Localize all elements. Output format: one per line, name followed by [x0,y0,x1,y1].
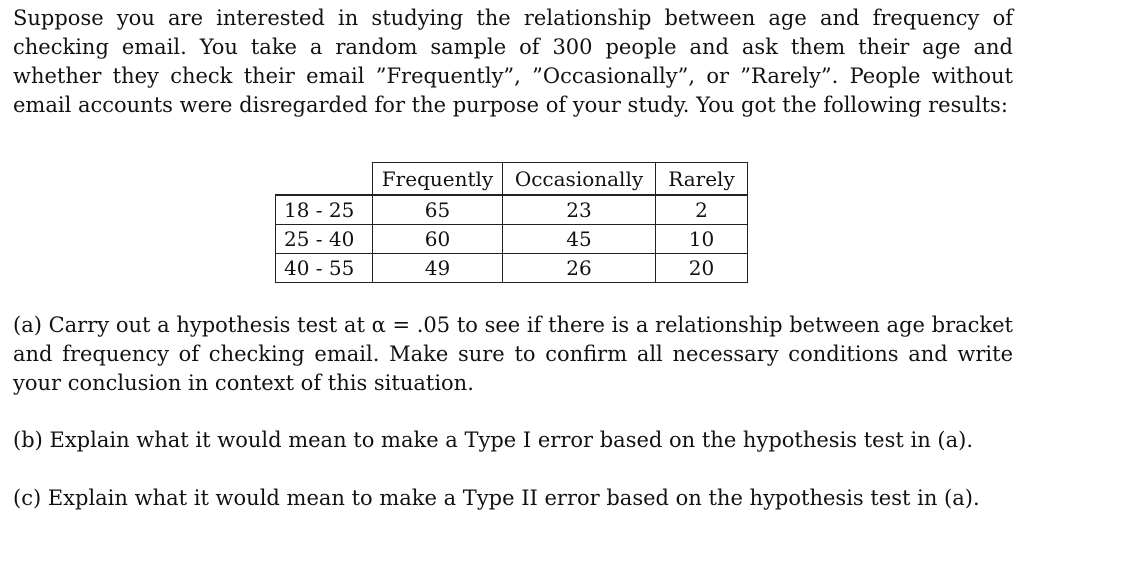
table-row [276,254,748,283]
table-cell: 23 [503,195,656,225]
question-c: (c) Explain what it would mean to make a Type II error based on the hypothesis test in (a). [13,486,980,510]
table-cell: 20 [656,254,748,283]
table-header-row [276,163,748,196]
intro-paragraph: Suppose you are interested in studying the relationship between age and frequency of checking email. You take a random sample of 300 people and ask them their age and whether they check their email ”Frequently”, ”Occasionally”, or ”Rarely”. People without email accounts were disregarded for the purpose of your study. You got the following results: [13,6,1013,117]
col-header-frequently: Frequently [373,163,503,196]
table-cell: 45 [503,225,656,254]
contingency-table [275,162,748,283]
col-header-occasionally: Occasionally [503,163,656,196]
row-label: 18 - 25 [276,195,373,225]
table-cell: 49 [373,254,503,283]
table-cell: 26 [503,254,656,283]
question-b: (b) Explain what it would mean to make a Type I error based on the hypothesis test in (a). [13,428,974,452]
table-cell: 60 [373,225,503,254]
col-header-rarely: Rarely [656,163,748,196]
question-a: (a) Carry out a hypothesis test at α = .05 to see if there is a relationship between age bracket and frequency of checking email. Make sure to confirm all necessary conditions and write your conclusion in context of this situation. [13,313,1013,395]
table-row [276,195,748,225]
row-label: 40 - 55 [276,254,373,283]
row-label: 25 - 40 [276,225,373,254]
table-corner-cell [276,163,373,196]
contingency-table-container [275,162,748,283]
table-row [276,225,748,254]
table-cell: 2 [656,195,748,225]
table-cell: 65 [373,195,503,225]
table-cell: 10 [656,225,748,254]
